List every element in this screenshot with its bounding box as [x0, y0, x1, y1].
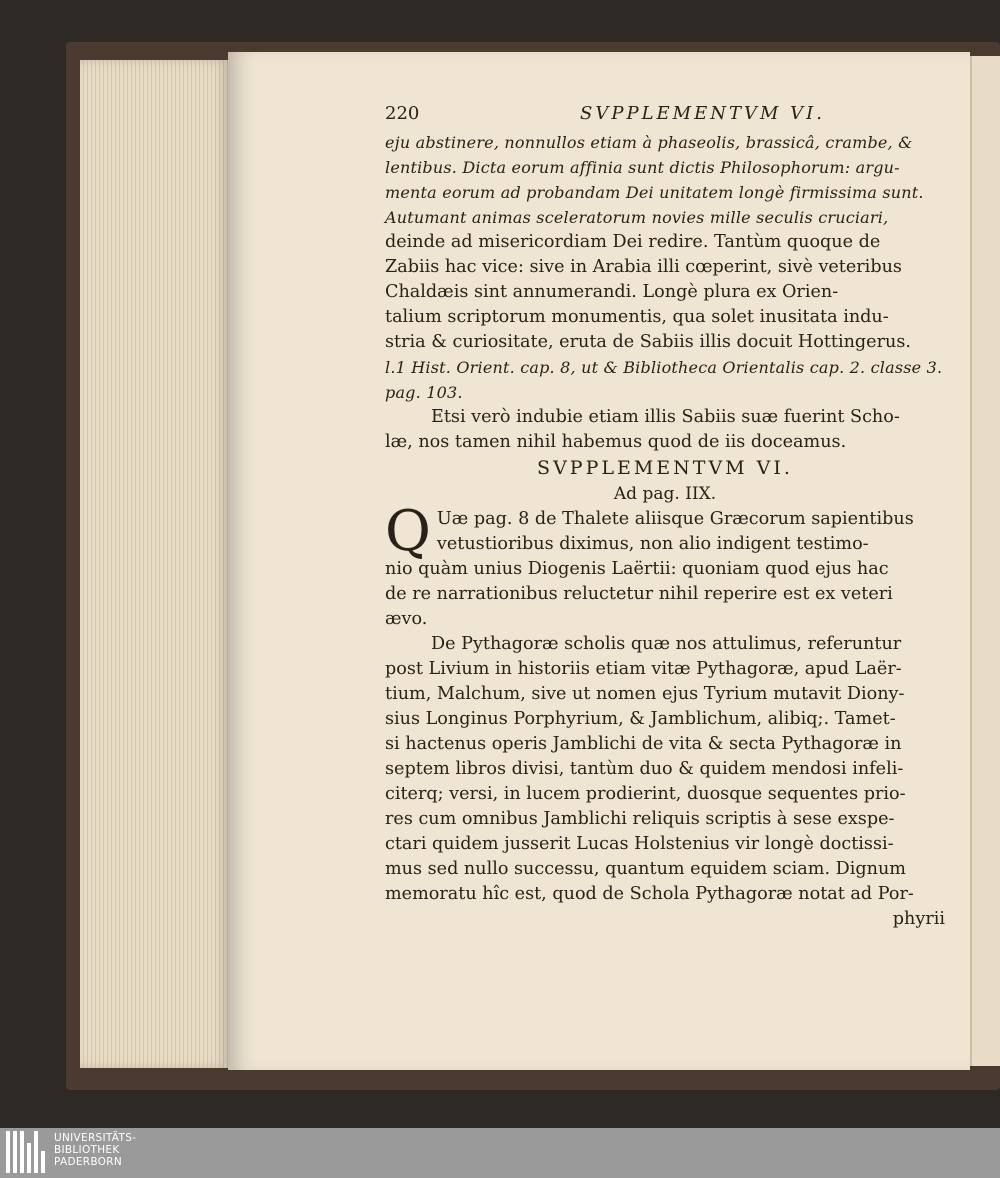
text-line: de re narrationibus reluctetur nihil reperire est ex veteri — [385, 584, 893, 604]
text-line: res cum omnibus Jamblichi reliquis scriptis à sese exspe- — [385, 809, 895, 829]
text-line: Chaldæis sint annumerandi. Longè plura ex Orien- — [385, 282, 839, 302]
paragraph-block-2 — [385, 405, 945, 455]
text-line: eju abstinere, nonnullos etiam à phaseolis, brassicâ, crambe, & — [385, 133, 913, 152]
text-line: Autumant animas sceleratorum novies mille seculis cruciari, — [385, 208, 889, 227]
text-line: post Livium in historiis etiam vitæ Pythagoræ, apud Laër- — [385, 659, 902, 679]
text-line: l.1 Hist. Orient. cap. 8, ut & Bibliotheca Orientalis cap. 2. classe 3. — [385, 358, 943, 377]
paragraph-block-4 — [385, 632, 945, 907]
page-header — [385, 98, 945, 130]
text-line: citerq; versi, in lucem prodierint, duosque sequentes prio- — [385, 784, 906, 804]
library-name-line: PADERBORN — [54, 1156, 122, 1168]
library-name — [54, 1132, 136, 1168]
section-title: SVPPLEMENTVM VI. — [537, 457, 793, 479]
text-line: vetustioribus diximus, non alio indigent testimo- — [436, 534, 869, 554]
text-line: Zabiis hac vice: sive in Arabia illi cœperint, sivè veteribus — [385, 257, 902, 277]
text-line: læ, nos tamen nihil habemus quod de iis doceamus. — [385, 432, 847, 452]
paragraph-block-1 — [385, 130, 945, 405]
library-footer — [0, 1128, 1000, 1178]
paragraph-block-3 — [385, 499, 945, 632]
running-title: SVPPLEMENTVM VI. — [580, 103, 825, 124]
text-line: pag. 103. — [385, 383, 463, 402]
page-text — [385, 98, 945, 932]
text-line: deinde ad misericordiam Dei redire. Tantùm quoque de — [385, 232, 881, 252]
text-line: sius Longinus Porphyrium, & Jamblichum, alibiq;. Tamet- — [385, 709, 896, 729]
text-line: si hactenus operis Jamblichi de vita & secta Pythagoræ in — [385, 734, 902, 754]
text-line: ævo. — [385, 609, 428, 629]
text-line: memoratu hîc est, quod de Schola Pythagoræ notat ad Por- — [385, 884, 914, 904]
text-line: septem libros divisi, tantùm duo & quidem mendosi infeli- — [385, 759, 904, 779]
text-line: stria & curiositate, eruta de Sabiis illis docuit Hottingerus. — [385, 332, 911, 352]
text-line: nio quàm unius Diogenis Laërtii: quoniam quod ejus hac — [385, 559, 889, 579]
next-page-edge — [970, 56, 1000, 1066]
page-number: 220 — [385, 103, 420, 124]
catchword: phyrii — [892, 909, 945, 929]
text-line: menta eorum ad probandam Dei unitatem longè firmissima sunt. — [385, 183, 924, 202]
text-line: tium, Malchum, sive ut nomen ejus Tyrium mutavit Diony- — [385, 684, 905, 704]
text-line: De Pythagoræ scholis quæ nos attulimus, referuntur — [431, 634, 902, 654]
text-line: talium scriptorum monumentis, qua solet inusitata indu- — [385, 307, 889, 327]
text-line: lentibus. Dicta eorum affinia sunt dictis Philosophorum: argu- — [385, 158, 900, 177]
drop-cap: Q — [385, 499, 431, 564]
text-line: ctari quidem jusserit Lucas Holstenius vir longè doctissi- — [385, 834, 894, 854]
page-edges — [80, 60, 228, 1068]
text-line: Etsi verò indubie etiam illis Sabiis suæ fuerint Scho- — [431, 407, 900, 427]
library-logo-icon — [6, 1131, 46, 1173]
text-line: mus sed nullo successu, quantum equidem sciam. Dignum — [385, 859, 906, 879]
text-line: Uæ pag. 8 de Thalete aliisque Græcorum sapientibus — [436, 509, 914, 529]
section-subtitle: Ad pag. IIX. — [613, 484, 717, 504]
library-name-line: UNIVERSITÄTS- — [54, 1132, 137, 1144]
library-name-line: BIBLIOTHEK — [54, 1144, 120, 1156]
